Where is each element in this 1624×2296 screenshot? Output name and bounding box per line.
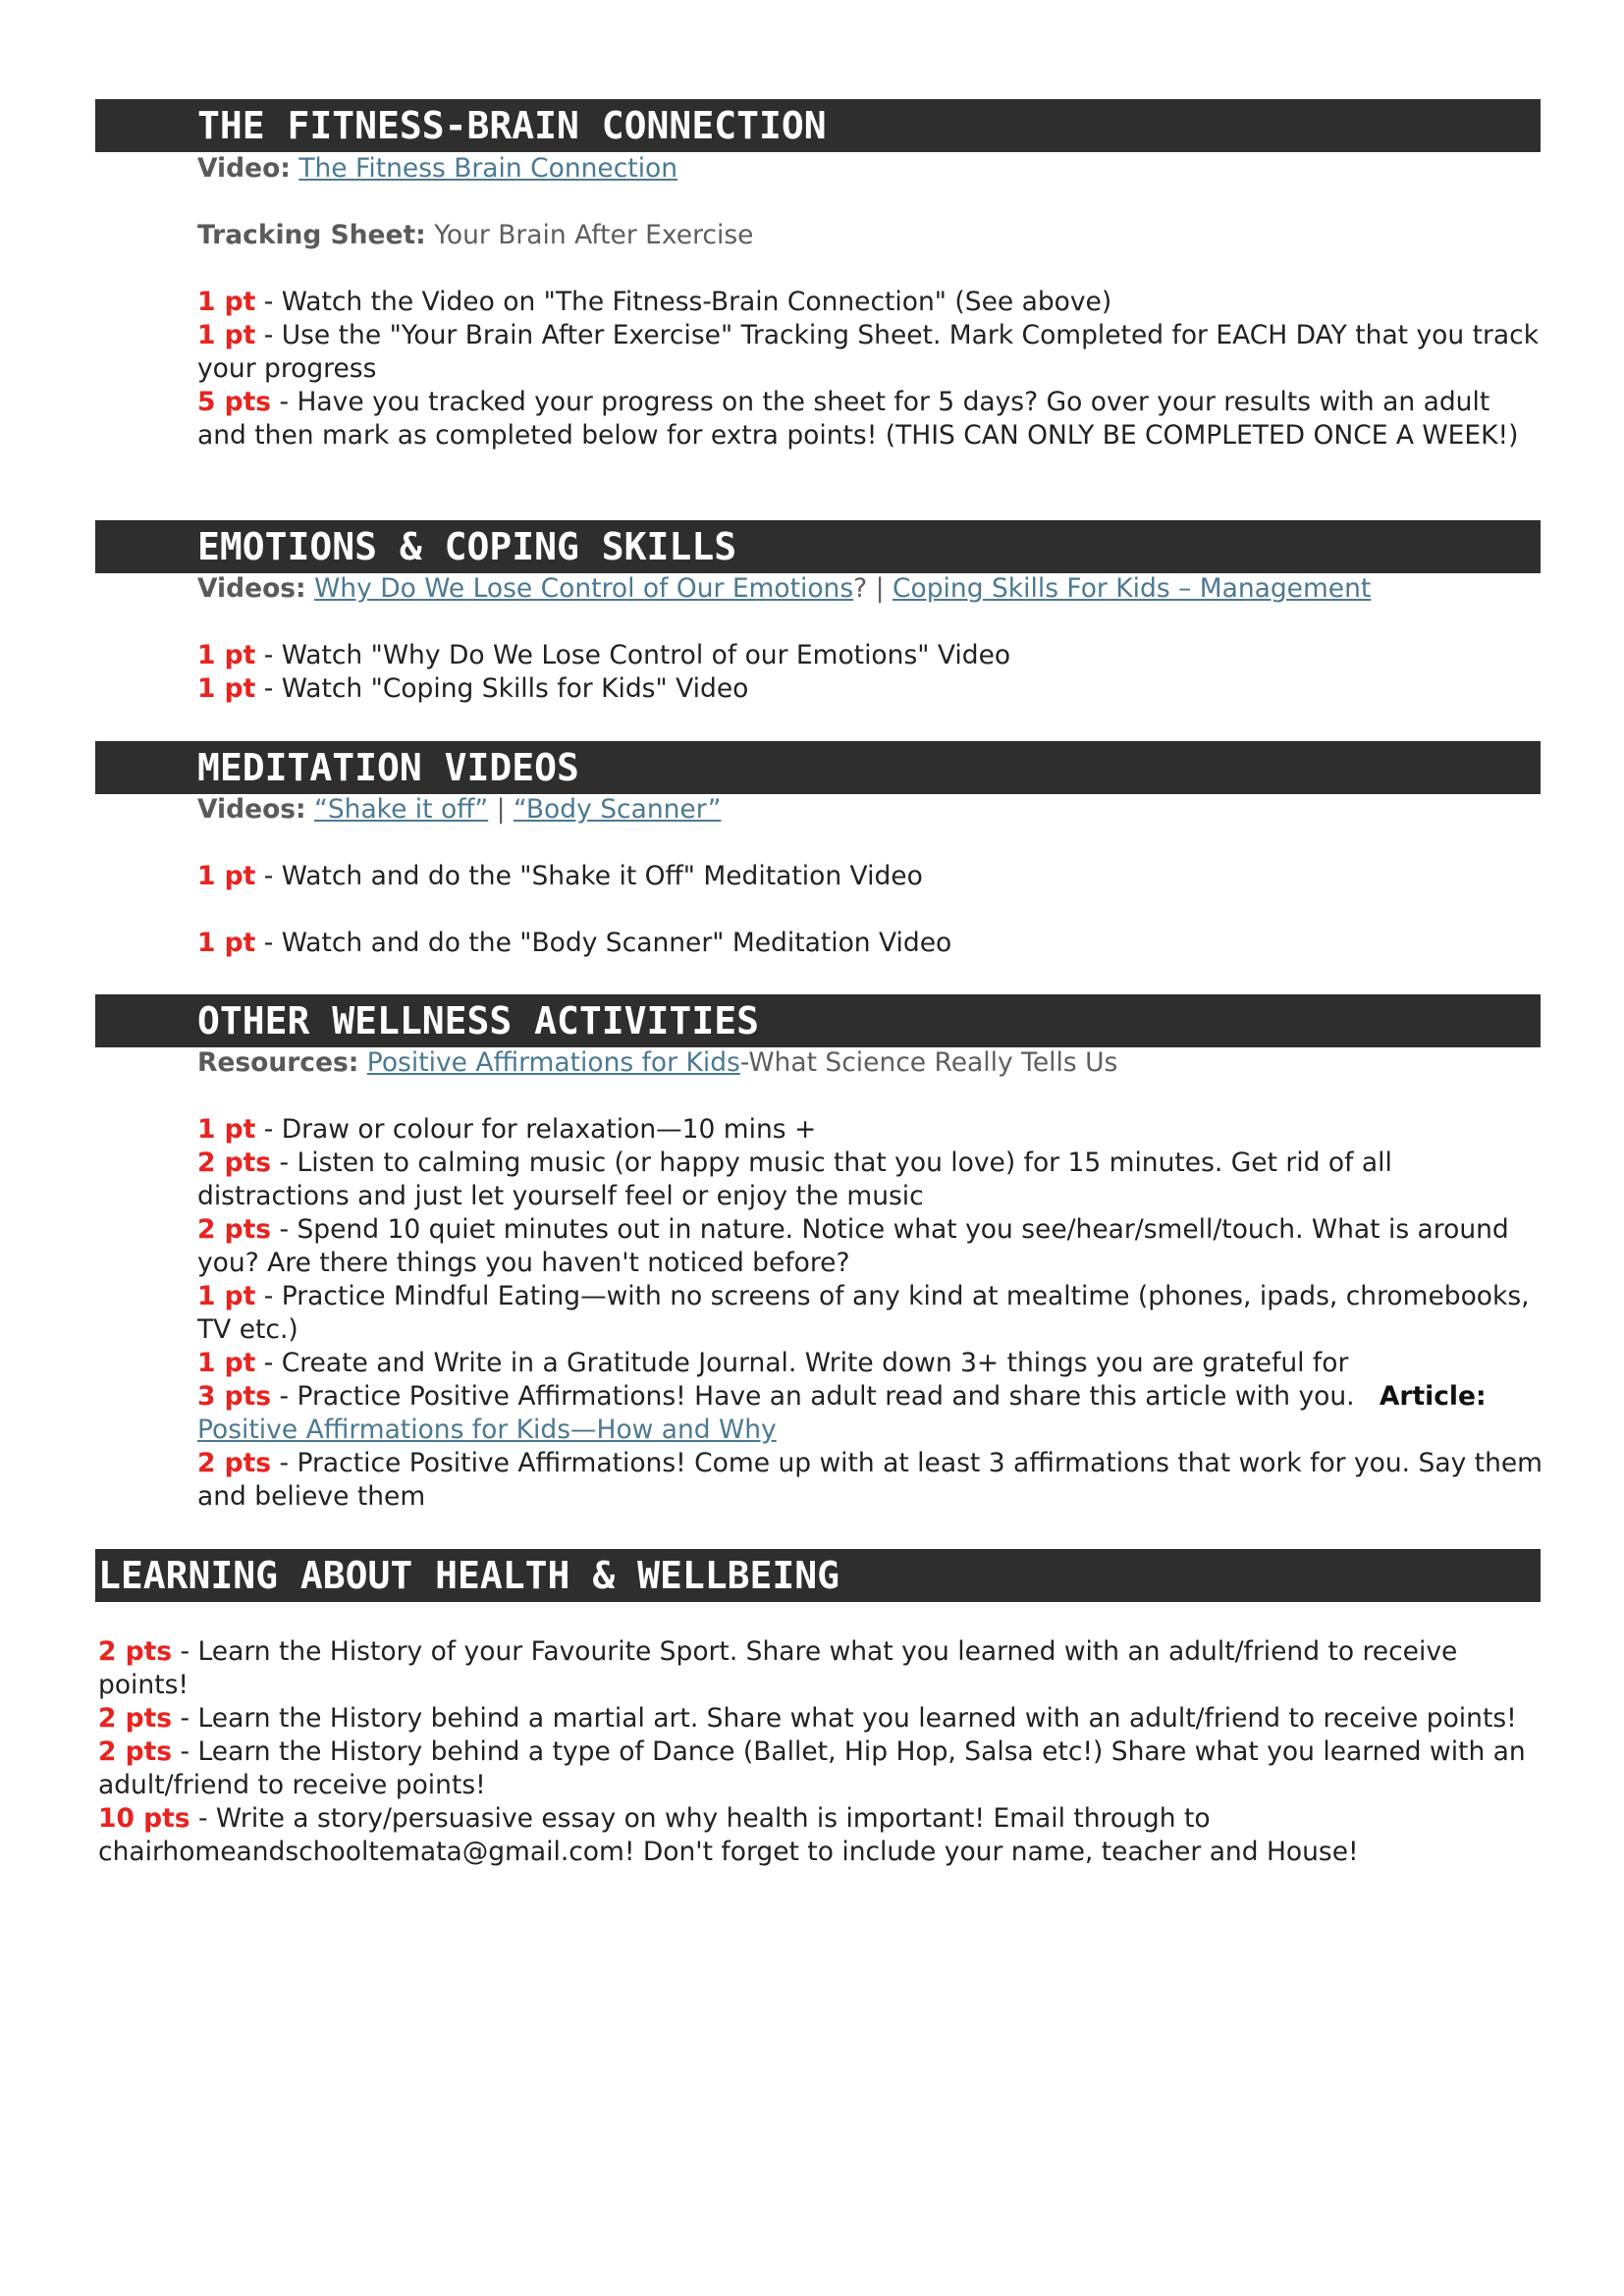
article-label: Article:	[1379, 1381, 1487, 1412]
activity-text: - Watch and do the "Shake it Off" Meditation Video	[255, 861, 923, 891]
activity-text: - Spend 10 quiet minutes out in nature. Notice what you see/hear/smell/touch. What is around you? Are there things you haven't noticed before?	[197, 1214, 1509, 1278]
activity-text: - Listen to calming music (or happy music that you love) for 15 minutes. Get rid of all distractions and just let yourself feel or enjoy the music	[197, 1148, 1392, 1211]
points-badge: 1 pt	[197, 673, 256, 704]
section-meditation	[197, 793, 1543, 960]
points-badge: 2 pts	[98, 1736, 173, 1767]
points-badge: 2 pts	[197, 1448, 272, 1478]
affirmations-resource-link[interactable]: Positive Affirmations for Kids	[366, 1047, 740, 1078]
activity-item	[98, 1635, 1542, 1702]
section-title: OTHER WELLNESS ACTIVITIES	[197, 999, 759, 1042]
points-badge: 10 pts	[98, 1803, 190, 1834]
activity-text: - Practice Mindful Eating—with no screens of any kind at mealtime (phones, ipads, chromebooks, TV etc.)	[197, 1281, 1530, 1345]
activity-item	[197, 1280, 1543, 1347]
section-emotions	[197, 572, 1543, 706]
section-title: LEARNING ABOUT HEALTH & WELLBEING	[98, 1554, 839, 1597]
section-banner-emotions	[95, 520, 1541, 573]
points-badge: 1 pt	[197, 861, 256, 891]
points-badge: 2 pts	[197, 1148, 272, 1178]
video-line	[197, 152, 1543, 186]
section-banner-meditation	[95, 741, 1541, 794]
link-separator: ? |	[853, 573, 893, 604]
activity-item	[197, 1213, 1543, 1280]
article-link[interactable]: Positive Affirmations for Kids—How and Why	[197, 1415, 777, 1445]
videos-label: Videos:	[197, 573, 306, 604]
tracking-line	[197, 219, 1543, 252]
activity-item	[197, 1147, 1543, 1213]
video-label: Video:	[197, 153, 291, 184]
activity-text: - Use the "Your Brain After Exercise" Tracking Sheet. Mark Completed for EACH DAY that you track your progress	[197, 320, 1540, 384]
body-scanner-link[interactable]: “Body Scanner”	[513, 794, 722, 825]
activity-text: - Learn the History behind a martial art. Share what you learned with an adult/friend to receive points!	[172, 1703, 1517, 1734]
section-title: MEDITATION VIDEOS	[197, 746, 579, 789]
fitness-video-link[interactable]: The Fitness Brain Connection	[298, 153, 678, 184]
section-banner-wellness	[95, 994, 1541, 1047]
activity-item	[197, 672, 1543, 706]
tracking-label: Tracking Sheet:	[197, 220, 426, 250]
activity-text: - Watch the Video on "The Fitness-Brain Connection" (See above)	[255, 287, 1112, 317]
activity-text: - Practice Positive Affirmations! Have an adult read and share this article with you.	[271, 1381, 1355, 1412]
activity-item	[197, 1113, 1543, 1147]
tracking-value: Your Brain After Exercise	[434, 220, 754, 250]
section-banner-learning	[95, 1549, 1541, 1602]
section-title: EMOTIONS & COPING SKILLS	[197, 525, 737, 568]
activity-item	[197, 639, 1543, 672]
points-badge: 1 pt	[197, 1281, 256, 1311]
activity-text: - Create and Write in a Gratitude Journal. Write down 3+ things you are grateful for	[255, 1348, 1349, 1378]
points-badge: 2 pts	[98, 1636, 173, 1667]
videos-line	[197, 572, 1543, 606]
section-title: THE FITNESS-BRAIN CONNECTION	[197, 104, 827, 147]
activity-text: - Learn the History behind a type of Dance (Ballet, Hip Hop, Salsa etc!) Share what you learned with an adult/friend to receive points!	[98, 1736, 1526, 1800]
coping-video-link[interactable]: Coping Skills For Kids – Management	[893, 573, 1372, 604]
activity-text: - Learn the History of your Favourite Sport. Share what you learned with an adult/friend to receive points!	[98, 1636, 1458, 1700]
points-badge: 5 pts	[197, 387, 272, 417]
videos-label: Videos:	[197, 794, 306, 825]
points-badge: 1 pt	[197, 928, 256, 958]
activity-item	[98, 1702, 1542, 1735]
link-separator: |	[488, 794, 514, 825]
points-badge: 2 pts	[98, 1703, 173, 1734]
emotions-video-link[interactable]: Why Do We Lose Control of Our Emotions	[314, 573, 854, 604]
activity-text: - Draw or colour for relaxation—10 mins +	[255, 1114, 817, 1145]
activity-text: - Watch "Why Do We Lose Control of our Emotions" Video	[255, 640, 1011, 670]
shake-it-off-link[interactable]: “Shake it off”	[314, 794, 489, 825]
section-banner-fitness	[95, 99, 1541, 152]
activity-item	[197, 386, 1543, 453]
activity-text: - Have you tracked your progress on the sheet for 5 days? Go over your results with an adult and then mark as completed below for extra points! (THIS CAN ONLY BE COMPLETED ONCE A WEEK!)	[197, 387, 1519, 451]
activity-text: - Write a story/persuasive essay on why health is important! Email through to chairhomeandschooltemata@gmail.com! Don't forget to include your name, teacher and House!	[98, 1803, 1359, 1867]
resources-line	[197, 1046, 1543, 1080]
activity-item	[98, 1735, 1542, 1802]
activity-item	[197, 927, 1543, 960]
resources-label: Resources:	[197, 1047, 359, 1078]
points-badge: 3 pts	[197, 1381, 272, 1412]
activity-item	[197, 1447, 1543, 1514]
points-badge: 1 pt	[197, 320, 256, 350]
points-badge: 1 pt	[197, 1114, 256, 1145]
points-badge: 1 pt	[197, 1348, 256, 1378]
activity-item	[98, 1802, 1542, 1869]
videos-line	[197, 793, 1543, 827]
activity-item	[197, 1347, 1543, 1380]
points-badge: 1 pt	[197, 640, 256, 670]
resources-suffix: -What Science Really Tells Us	[739, 1047, 1118, 1078]
activity-text: - Practice Positive Affirmations! Come up with at least 3 affirmations that work for you. Say them and believe them	[197, 1448, 1543, 1512]
points-badge: 2 pts	[197, 1214, 272, 1245]
activity-item	[197, 860, 1543, 893]
activity-item	[197, 319, 1543, 386]
activity-item	[197, 286, 1543, 319]
activity-text: - Watch and do the "Body Scanner" Meditation Video	[255, 928, 952, 958]
section-fitness	[197, 152, 1543, 453]
section-wellness	[197, 1046, 1543, 1514]
activity-text: - Watch "Coping Skills for Kids" Video	[255, 673, 749, 704]
activity-item	[197, 1380, 1543, 1447]
section-learning	[98, 1635, 1542, 1869]
points-badge: 1 pt	[197, 287, 256, 317]
